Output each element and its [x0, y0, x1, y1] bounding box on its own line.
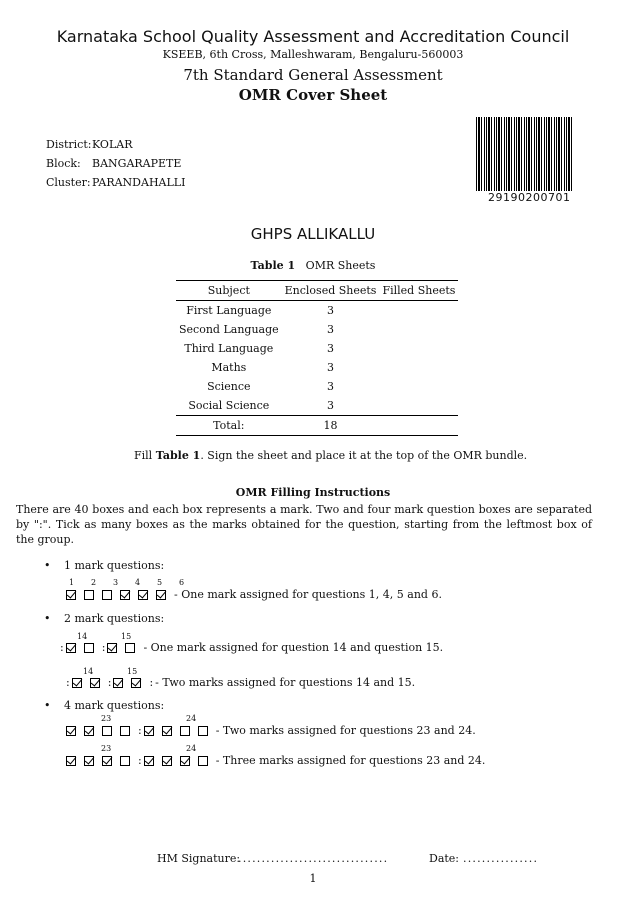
answer-checkbox[interactable]	[102, 726, 112, 736]
sheet-title: OMR Cover Sheet	[238, 86, 388, 104]
two-mark-example-1	[60, 641, 443, 654]
two-mark-heading: 2 mark questions:	[64, 612, 165, 625]
subject-cell: Maths	[211, 361, 247, 374]
question-number: 14	[83, 667, 94, 676]
exam-title: 7th Standard General Assessment	[183, 66, 443, 84]
table-header-row	[176, 281, 458, 301]
fill-note	[134, 449, 527, 462]
org-address: KSEEB, 6th Cross, Malleshwaram, Bengaluru-560003	[162, 48, 464, 61]
four-mark-example-1	[66, 724, 476, 737]
fill-note-prefix: Fill	[134, 449, 156, 462]
omr-sheets-table	[176, 280, 458, 436]
page-number: 1	[309, 872, 317, 885]
answer-checkbox[interactable]	[84, 756, 94, 766]
filled-cell[interactable]	[379, 320, 458, 339]
filled-cell[interactable]	[379, 377, 458, 396]
table-row	[176, 358, 458, 377]
table-caption-label: Table 1	[250, 259, 296, 272]
header-filled-sheets: Filled Sheets	[379, 281, 458, 301]
table-row	[176, 301, 458, 321]
table-total-row	[176, 416, 458, 436]
header-subject: Subject	[176, 281, 282, 301]
question-number: 14	[77, 632, 88, 641]
group-separator: :	[107, 676, 112, 689]
fill-note-table-ref: Table 1	[155, 449, 201, 462]
two-mark-example-2	[66, 676, 415, 689]
one-mark-example	[66, 588, 442, 601]
one-mark-heading: 1 mark questions:	[64, 559, 165, 572]
filled-cell[interactable]	[379, 358, 458, 377]
enclosed-cell: 3	[327, 323, 335, 336]
org-title: Karnataka School Quality Assessment and Accreditation Council	[56, 27, 570, 46]
bullet-icon: •	[44, 699, 51, 712]
bullet-icon: •	[44, 612, 51, 625]
question-number: 24	[186, 744, 197, 753]
block-label: Block:	[46, 157, 81, 170]
group-separator: :	[138, 754, 142, 767]
answer-checkbox[interactable]	[125, 643, 135, 653]
district-value: KOLAR	[92, 138, 133, 151]
total-label: Total:	[176, 416, 282, 436]
answer-checkbox[interactable]	[66, 590, 76, 600]
answer-checkbox[interactable]	[180, 756, 190, 766]
question-number: 23	[101, 714, 112, 723]
barcode-number: 29190200701	[488, 191, 571, 204]
answer-checkbox[interactable]	[120, 590, 130, 600]
bullet-icon: •	[44, 559, 51, 572]
question-number: 24	[186, 714, 197, 723]
enclosed-cell: 3	[327, 380, 335, 393]
block-value: BANGARAPETE	[92, 157, 182, 170]
question-number: 23	[101, 744, 112, 753]
question-number: 15	[127, 667, 138, 676]
group-separator: :	[149, 676, 154, 689]
answer-checkbox[interactable]	[107, 643, 117, 653]
school-name: GHPS ALLIKALLU	[250, 225, 376, 243]
answer-checkbox[interactable]	[198, 756, 208, 766]
answer-checkbox[interactable]	[156, 590, 166, 600]
group-separator: :	[60, 641, 64, 654]
table-row	[176, 320, 458, 339]
subject-cell: Social Science	[188, 399, 270, 412]
answer-checkbox[interactable]	[144, 726, 154, 736]
fill-note-suffix: . Sign the sheet and place it at the top of the OMR bundle.	[200, 449, 528, 462]
question-number: 2	[91, 578, 97, 587]
table-row	[176, 377, 458, 396]
answer-checkbox[interactable]	[84, 726, 94, 736]
table-caption	[0, 259, 626, 272]
answer-checkbox[interactable]	[102, 590, 112, 600]
two-mark-caption-1: - One mark assigned for question 14 and question 15.	[143, 641, 444, 654]
instructions-body: There are 40 boxes and each box represents a mark. Two and four mark question boxes are separated by ":". Tick as many boxes as the marks obtained for the question, starting from the leftmost box of the group.	[16, 503, 592, 546]
enclosed-cell: 3	[327, 361, 335, 374]
group-separator: :	[66, 676, 70, 689]
cluster-label: Cluster:	[46, 176, 91, 189]
answer-checkbox[interactable]	[180, 726, 190, 736]
table-row	[176, 339, 458, 358]
group-separator: :	[138, 724, 142, 737]
barcode-image	[476, 117, 574, 191]
total-enclosed: 18	[282, 416, 380, 436]
four-mark-caption-1: - Two marks assigned for questions 23 and 24.	[215, 724, 476, 737]
answer-checkbox[interactable]	[84, 590, 94, 600]
answer-checkbox[interactable]	[113, 678, 123, 688]
four-mark-heading: 4 mark questions:	[64, 699, 165, 712]
filled-cell[interactable]	[379, 339, 458, 358]
filled-cell[interactable]	[379, 301, 458, 321]
subject-cell: First Language	[186, 304, 272, 317]
subject-cell: Second Language	[179, 323, 279, 336]
hm-signature-label: HM Signature:	[157, 852, 241, 865]
enclosed-cell: 3	[327, 304, 335, 317]
question-number: 3	[113, 578, 119, 587]
answer-checkbox[interactable]	[90, 678, 100, 688]
answer-checkbox[interactable]	[102, 756, 112, 766]
one-mark-caption: - One mark assigned for questions 1, 4, 5 and 6.	[174, 588, 442, 601]
question-number: 15	[121, 632, 132, 641]
question-number: 6	[179, 578, 185, 587]
table-caption-text: OMR Sheets	[305, 259, 376, 272]
answer-checkbox[interactable]	[66, 756, 76, 766]
answer-checkbox[interactable]	[84, 643, 94, 653]
hm-signature-line[interactable]: ................................	[238, 852, 389, 865]
four-mark-caption-2: - Three marks assigned for questions 23 and 24.	[215, 754, 486, 767]
answer-checkbox[interactable]	[138, 590, 148, 600]
group-separator: :	[101, 641, 106, 654]
two-mark-caption-2: - Two marks assigned for questions 14 and 15.	[155, 676, 416, 689]
total-filled[interactable]	[379, 416, 458, 436]
enclosed-cell: 3	[327, 399, 335, 412]
answer-checkbox[interactable]	[120, 726, 130, 736]
date-line[interactable]: ................	[463, 852, 539, 865]
question-number: 4	[135, 578, 141, 587]
filled-cell[interactable]	[379, 396, 458, 416]
answer-checkbox[interactable]	[144, 756, 154, 766]
question-number: 5	[157, 578, 163, 587]
answer-checkbox[interactable]	[72, 678, 82, 688]
answer-checkbox[interactable]	[198, 726, 208, 736]
subject-cell: Third Language	[184, 342, 274, 355]
district-label: District:	[46, 138, 92, 151]
answer-checkbox[interactable]	[131, 678, 141, 688]
answer-checkbox[interactable]	[66, 726, 76, 736]
question-number: 1	[69, 578, 75, 587]
subject-cell: Science	[207, 380, 251, 393]
cluster-value: PARANDAHALLI	[92, 176, 186, 189]
table-row	[176, 396, 458, 416]
answer-checkbox[interactable]	[66, 643, 76, 653]
date-label: Date:	[429, 852, 460, 865]
header-enclosed-sheets: Enclosed Sheets	[282, 281, 380, 301]
instructions-title: OMR Filling Instructions	[235, 486, 391, 499]
enclosed-cell: 3	[327, 342, 335, 355]
four-mark-example-2	[66, 754, 485, 767]
answer-checkbox[interactable]	[162, 756, 172, 766]
answer-checkbox[interactable]	[120, 756, 130, 766]
answer-checkbox[interactable]	[162, 726, 172, 736]
